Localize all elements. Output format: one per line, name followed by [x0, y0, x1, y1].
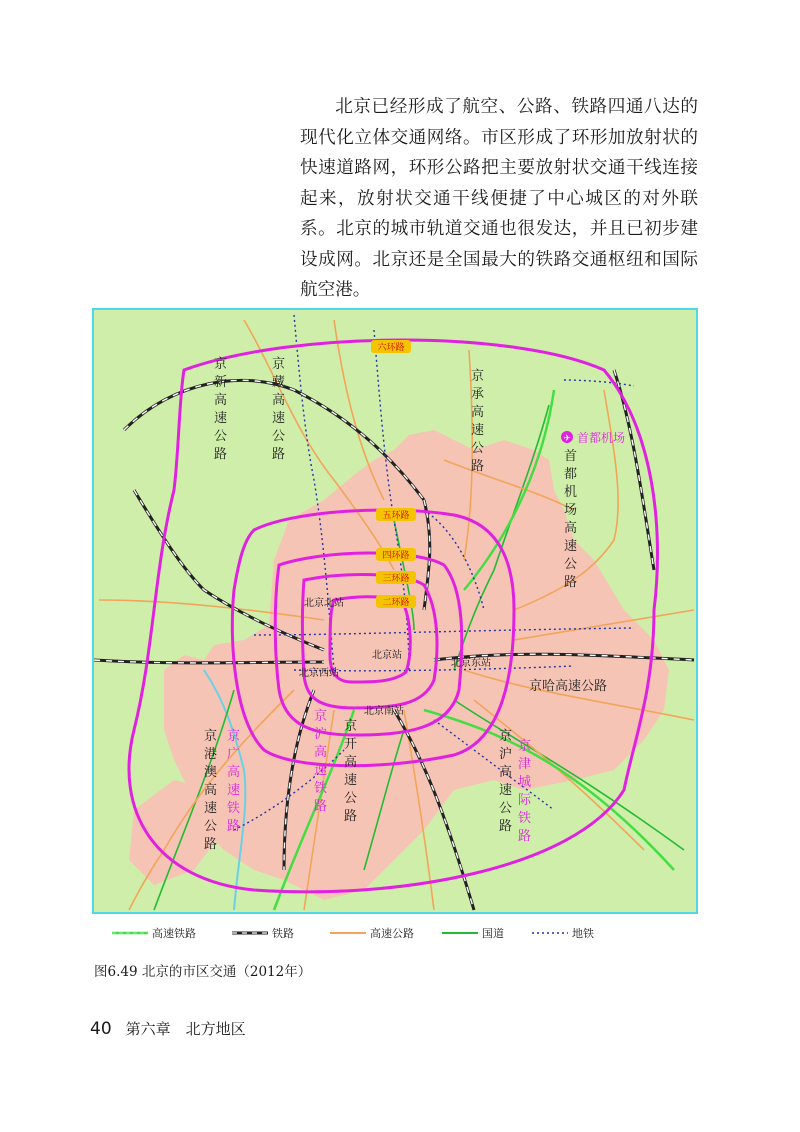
figure-caption: 图6.49 北京的市区交通（2012年）: [94, 964, 312, 980]
ring-label-4: [376, 548, 416, 561]
station-beijing: 北京站: [372, 650, 402, 661]
legend-swatch-rail: [232, 929, 268, 937]
svg-text:四环路: 四环路: [382, 551, 410, 561]
svg-text:六环路: 六环路: [377, 343, 405, 353]
ring-label-6: [371, 340, 411, 353]
intro-paragraph: 北京已经形成了航空、公路、铁路四通八达的现代化立体交通网络。市区形成了环形加放射状的快速道路网，环形公路把主要放射状交通干线连接起来，放射状交通干线便捷了中心城区的对外联系。北京的城市轨道交通也很发达，并且已初步建设成网。北京还是全国最大的铁路交通枢纽和国际航空港。: [300, 97, 698, 300]
legend-label-national-road: 国道: [482, 927, 504, 940]
legend-item-metro: [532, 925, 594, 941]
airport-marker: [561, 430, 625, 445]
legend-swatch-national-road: [442, 929, 478, 937]
legend-item-expressway: [330, 925, 414, 941]
station-beijing-north: 北京北站: [304, 598, 344, 609]
legend-label-expressway: 高速公路: [370, 927, 414, 940]
label-jinghu-hsr: 京沪高速铁路: [314, 709, 328, 814]
label-jingkai: 京开高速公路: [344, 719, 358, 824]
label-jinggang-ao: 京港澳高速公路: [204, 729, 218, 852]
legend-swatch-expressway: [330, 929, 366, 937]
legend-item-hsr: [112, 925, 196, 941]
label-jingcheng: 京承高速公路: [471, 369, 485, 474]
station-beijing-east: 北京东站: [451, 658, 491, 669]
page-footer: [90, 1018, 246, 1039]
legend-label-hsr: 高速铁路: [152, 927, 196, 940]
legend-item-rail: [232, 925, 294, 941]
ring-label-3: [376, 571, 416, 584]
legend-item-national-road: [442, 925, 504, 941]
svg-text:三环路: 三环路: [382, 574, 410, 584]
svg-text:✈: ✈: [563, 434, 571, 444]
label-jingguang-hsr: 京广高速铁路: [227, 729, 241, 834]
ring-label-5: [376, 508, 416, 521]
legend-swatch-metro: [532, 929, 568, 937]
label-jingxin: 京新高速公路: [214, 357, 228, 462]
label-jingha: 京哈高速公路: [529, 679, 608, 694]
legend-swatch-hsr: [112, 929, 148, 937]
map-legend: [112, 925, 692, 945]
label-jinghu: 京沪高速公路: [499, 729, 513, 834]
svg-text:五环路: 五环路: [382, 511, 410, 521]
page-number: 40: [90, 1019, 112, 1039]
station-beijing-south: 北京南站: [364, 706, 404, 717]
beijing-transport-map: [92, 308, 698, 914]
station-beijing-west: 北京西站: [299, 668, 339, 679]
ring-label-2: [376, 595, 416, 608]
svg-text:二环路: 二环路: [382, 598, 410, 608]
svg-text:首都机场: 首都机场: [577, 431, 626, 445]
legend-label-rail: 铁路: [272, 927, 294, 940]
chapter-title: 第六章 北方地区: [125, 1020, 246, 1038]
legend-label-metro: 地铁: [572, 927, 594, 940]
label-airport-expressway: 首都机场高速公路: [564, 449, 578, 590]
label-jingzang: 京藏高速公路: [272, 357, 286, 462]
label-jingjin-hsr: 京津城际铁路: [518, 739, 532, 844]
